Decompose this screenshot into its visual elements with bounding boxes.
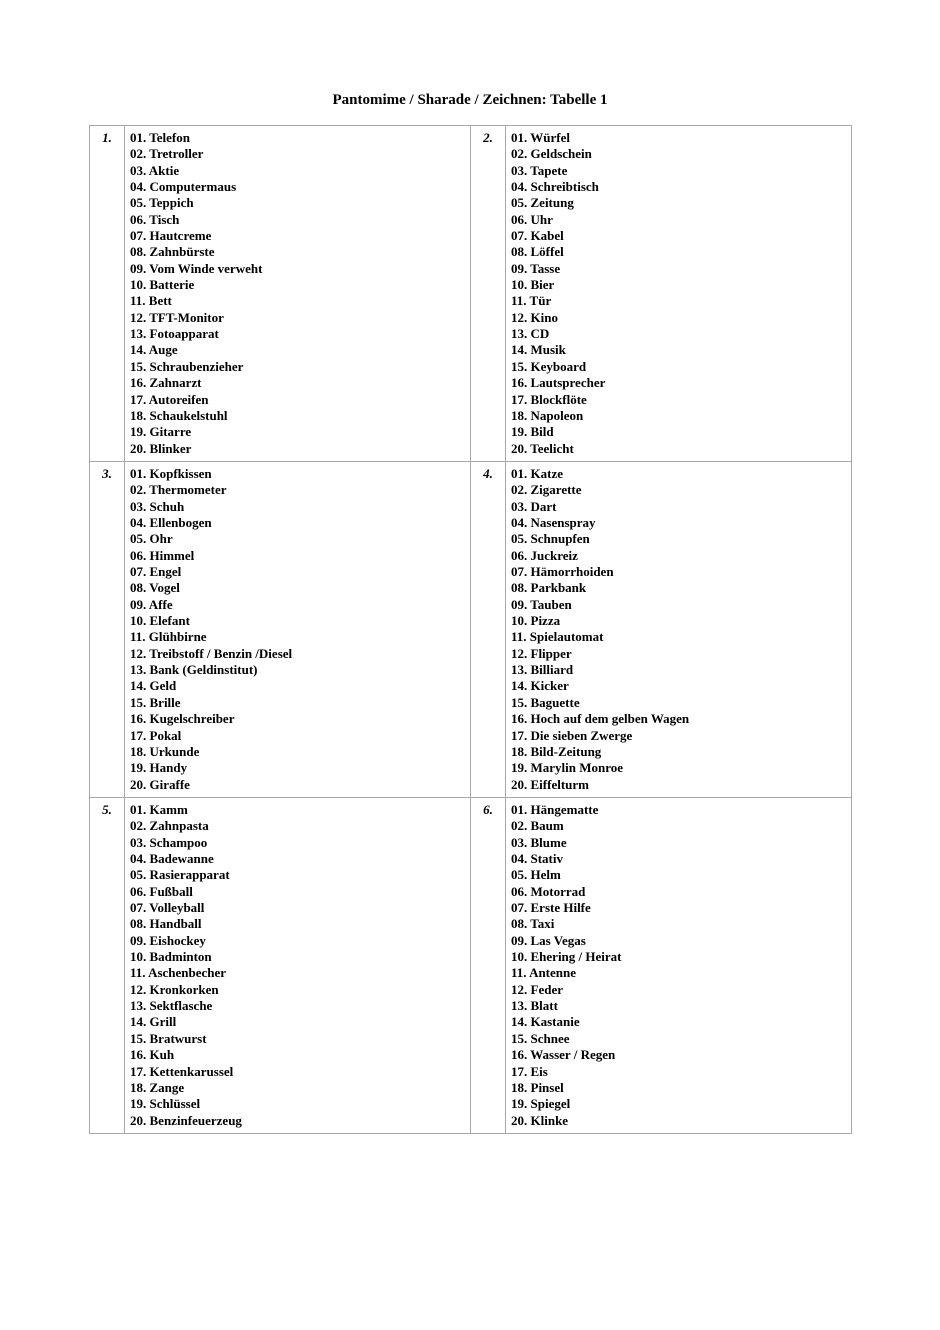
list-item: 05. Teppich bbox=[130, 195, 194, 211]
list-item: 04. Computermaus bbox=[130, 179, 237, 195]
list-item: 07. Hautcreme bbox=[130, 228, 212, 244]
page-title: Pantomime / Sharade / Zeichnen: Tabelle 1 bbox=[332, 92, 608, 108]
list-item: 01. Katze bbox=[511, 466, 563, 481]
list-item: 16. Hoch auf dem gelben Wagen bbox=[511, 711, 690, 727]
list-item: 13. Billiard bbox=[511, 662, 574, 678]
list-item: 14. Grill bbox=[130, 1014, 177, 1030]
list-item: 04. Badewanne bbox=[130, 851, 214, 867]
list-item: 11. Glühbirne bbox=[130, 629, 207, 645]
list-item: 05. Helm bbox=[511, 867, 561, 883]
group-items-cell bbox=[125, 798, 471, 1134]
group-number-cell bbox=[471, 462, 506, 798]
list-item: 10. Pizza bbox=[511, 613, 561, 629]
list-item: 07. Volleyball bbox=[130, 900, 205, 916]
list-item: 06. Motorrad bbox=[511, 883, 586, 899]
list-item: 03. Dart bbox=[511, 498, 557, 514]
list-item: 09. Eishockey bbox=[130, 932, 206, 948]
list-item: 07. Hämorrhoiden bbox=[511, 564, 614, 580]
list-item: 02. Tretroller bbox=[130, 146, 204, 162]
list-item: 13. CD bbox=[511, 326, 550, 342]
list-item: 02. Thermometer bbox=[130, 482, 227, 498]
list-item: 03. Blume bbox=[511, 834, 567, 850]
list-item: 05. Ohr bbox=[130, 531, 173, 547]
list-item: 10. Bier bbox=[511, 277, 555, 293]
list-item: 15. Bratwurst bbox=[130, 1030, 207, 1046]
list-item: 17. Eis bbox=[511, 1063, 548, 1079]
word-list bbox=[125, 798, 470, 1132]
group-items-cell bbox=[506, 462, 852, 798]
list-item: 18. Pinsel bbox=[511, 1079, 564, 1095]
list-item: 10. Batterie bbox=[130, 277, 195, 293]
list-item: 18. Bild-Zeitung bbox=[511, 743, 602, 759]
word-list bbox=[506, 126, 851, 460]
list-item: 01. Kopfkissen bbox=[130, 466, 212, 481]
list-item: 10. Elefant bbox=[130, 613, 190, 629]
list-item: 20. Eiffelturm bbox=[511, 776, 589, 792]
list-item: 02. Zahnpasta bbox=[130, 818, 209, 834]
list-item: 20. Klinke bbox=[511, 1112, 569, 1128]
list-item: 19. Marylin Monroe bbox=[511, 760, 624, 776]
list-item: 17. Blockflöte bbox=[511, 391, 587, 407]
list-item: 09. Vom Winde verweht bbox=[130, 260, 263, 276]
list-item: 16. Lautsprecher bbox=[511, 375, 606, 391]
list-item: 19. Handy bbox=[130, 760, 188, 776]
list-item: 15. Brille bbox=[130, 694, 181, 710]
table-row bbox=[90, 462, 852, 798]
list-item: 15. Schraubenzieher bbox=[130, 358, 244, 374]
group-number: 1. bbox=[102, 130, 112, 145]
list-item: 07. Kabel bbox=[511, 228, 564, 244]
group-number-cell bbox=[471, 798, 506, 1134]
list-item: 18. Zange bbox=[130, 1079, 185, 1095]
group-items-cell bbox=[125, 126, 471, 462]
list-item: 16. Kugelschreiber bbox=[130, 711, 235, 727]
list-item: 11. Antenne bbox=[511, 965, 577, 981]
list-item: 15. Baguette bbox=[511, 694, 580, 710]
list-item: 17. Pokal bbox=[130, 727, 182, 743]
list-item: 09. Tauben bbox=[511, 596, 572, 612]
list-item: 17. Die sieben Zwerge bbox=[511, 727, 633, 743]
list-item: 11. Bett bbox=[130, 293, 172, 309]
list-item: 20. Benzinfeuerzeug bbox=[130, 1112, 242, 1128]
list-item: 08. Parkbank bbox=[511, 580, 587, 596]
list-item: 15. Schnee bbox=[511, 1030, 570, 1046]
list-item: 12. Treibstoff / Benzin /Diesel bbox=[130, 645, 293, 661]
list-item: 07. Engel bbox=[130, 564, 182, 580]
group-number-cell bbox=[471, 126, 506, 462]
list-item: 11. Tür bbox=[511, 293, 552, 309]
list-item: 05. Zeitung bbox=[511, 195, 574, 211]
list-item: 17. Autoreifen bbox=[130, 391, 209, 407]
list-item: 17. Kettenkarussel bbox=[130, 1063, 234, 1079]
group-number: 5. bbox=[102, 802, 112, 817]
word-list bbox=[506, 798, 851, 1132]
list-item: 12. Kino bbox=[511, 309, 558, 325]
list-item: 10. Badminton bbox=[130, 949, 212, 965]
list-item: 18. Schaukelstuhl bbox=[130, 407, 228, 423]
list-item: 19. Bild bbox=[511, 424, 554, 440]
list-item: 09. Affe bbox=[130, 596, 173, 612]
list-item: 13. Blatt bbox=[511, 998, 558, 1014]
list-item: 08. Zahnbürste bbox=[130, 244, 215, 260]
table-row bbox=[90, 798, 852, 1134]
list-item: 14. Geld bbox=[130, 678, 177, 694]
list-item: 08. Handball bbox=[130, 916, 202, 932]
list-item: 05. Schnupfen bbox=[511, 531, 590, 547]
list-item: 18. Napoleon bbox=[511, 407, 584, 423]
list-item: 14. Kicker bbox=[511, 678, 569, 694]
list-item: 12. Kronkorken bbox=[130, 981, 219, 997]
group-items-cell bbox=[506, 798, 852, 1134]
list-item: 13. Fotoapparat bbox=[130, 326, 219, 342]
list-item: 03. Schampoo bbox=[130, 834, 208, 850]
list-item: 06. Juckreiz bbox=[511, 547, 578, 563]
word-list bbox=[125, 126, 470, 460]
list-item: 03. Tapete bbox=[511, 162, 568, 178]
list-item: 06. Uhr bbox=[511, 211, 553, 227]
list-item: 02. Zigarette bbox=[511, 482, 582, 498]
list-item: 09. Las Vegas bbox=[511, 932, 586, 948]
list-item: 02. Geldschein bbox=[511, 146, 592, 162]
list-item: 04. Ellenbogen bbox=[130, 515, 212, 531]
list-item: 16. Kuh bbox=[130, 1047, 175, 1063]
list-item: 01. Telefon bbox=[130, 130, 190, 145]
list-item: 05. Rasierapparat bbox=[130, 867, 230, 883]
list-item: 06. Himmel bbox=[130, 547, 195, 563]
list-item: 15. Keyboard bbox=[511, 358, 587, 374]
group-number-cell bbox=[90, 126, 125, 462]
list-item: 16. Zahnarzt bbox=[130, 375, 202, 391]
list-item: 08. Taxi bbox=[511, 916, 555, 932]
list-item: 10. Ehering / Heirat bbox=[511, 949, 622, 965]
list-item: 02. Baum bbox=[511, 818, 564, 834]
list-item: 11. Aschenbecher bbox=[130, 965, 227, 981]
table-row bbox=[90, 126, 852, 462]
list-item: 12. Feder bbox=[511, 981, 563, 997]
list-item: 16. Wasser / Regen bbox=[511, 1047, 616, 1063]
list-item: 14. Auge bbox=[130, 342, 178, 358]
list-item: 13. Sektflasche bbox=[130, 998, 213, 1014]
list-item: 20. Teelicht bbox=[511, 440, 574, 456]
list-item: 14. Musik bbox=[511, 342, 566, 358]
list-item: 11. Spielautomat bbox=[511, 629, 604, 645]
list-item: 09. Tasse bbox=[511, 260, 561, 276]
group-number-cell bbox=[90, 462, 125, 798]
group-number: 3. bbox=[102, 466, 112, 481]
list-item: 03. Aktie bbox=[130, 162, 180, 178]
list-item: 06. Tisch bbox=[130, 211, 180, 227]
list-item: 14. Kastanie bbox=[511, 1014, 580, 1030]
word-table bbox=[89, 125, 852, 1134]
word-list bbox=[125, 462, 470, 796]
list-item: 18. Urkunde bbox=[130, 743, 200, 759]
group-number-cell bbox=[90, 798, 125, 1134]
list-item: 19. Gitarre bbox=[130, 424, 192, 440]
list-item: 08. Löffel bbox=[511, 244, 564, 260]
list-item: 12. Flipper bbox=[511, 645, 572, 661]
list-item: 04. Nasenspray bbox=[511, 515, 596, 531]
group-items-cell bbox=[125, 462, 471, 798]
list-item: 19. Schlüssel bbox=[130, 1096, 201, 1112]
list-item: 04. Schreibtisch bbox=[511, 179, 599, 195]
group-number: 2. bbox=[483, 130, 493, 145]
list-item: 01. Hängematte bbox=[511, 802, 599, 817]
list-item: 04. Stativ bbox=[511, 851, 563, 867]
list-item: 07. Erste Hilfe bbox=[511, 900, 591, 916]
list-item: 19. Spiegel bbox=[511, 1096, 571, 1112]
group-number: 6. bbox=[483, 802, 493, 817]
word-list bbox=[506, 462, 851, 796]
list-item: 08. Vogel bbox=[130, 580, 180, 596]
list-item: 01. Kamm bbox=[130, 802, 188, 817]
group-items-cell bbox=[506, 126, 852, 462]
group-number: 4. bbox=[483, 466, 493, 481]
list-item: 01. Würfel bbox=[511, 130, 570, 145]
list-item: 13. Bank (Geldinstitut) bbox=[130, 662, 258, 678]
list-item: 03. Schuh bbox=[130, 498, 185, 514]
list-item: 12. TFT-Monitor bbox=[130, 309, 224, 325]
list-item: 20. Giraffe bbox=[130, 776, 190, 792]
list-item: 06. Fußball bbox=[130, 883, 193, 899]
list-item: 20. Blinker bbox=[130, 440, 192, 456]
